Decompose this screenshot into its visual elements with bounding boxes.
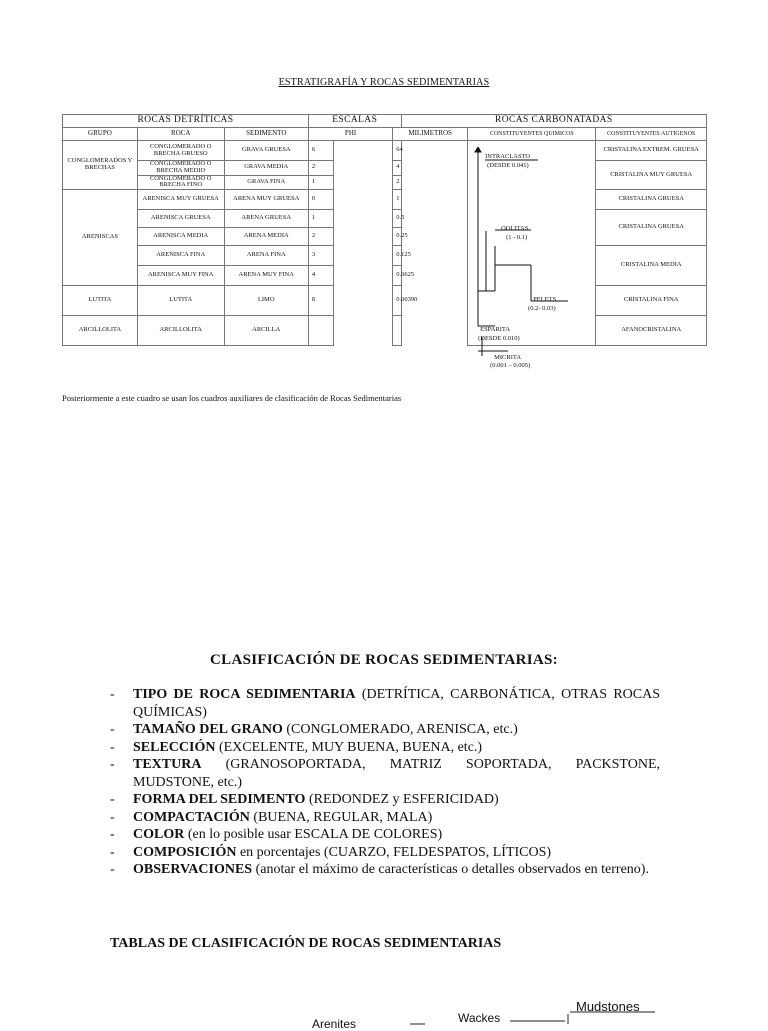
classification-diagram-fragment — [300, 999, 660, 1031]
list-item: - COMPACTACIÓN (BUENA, REGULAR, MALA) — [110, 809, 433, 825]
col-constituyentes-quimicos: CONSTITUYENTES QUIMICOS — [468, 128, 596, 141]
stratigraphy-table — [62, 114, 707, 369]
phi-cell: 2 — [308, 228, 333, 246]
phi-cell: 0 — [308, 190, 333, 210]
mm-cell: 0.00390 — [393, 286, 401, 316]
group-arcillolita: ARCILLOLITA — [63, 316, 138, 346]
list-item: - OBSERVACIONES (anotar el máximo de características o detalles observados en terreno). — [110, 862, 649, 877]
table-note: Posteriormente a este cuadro se usan los cuadros auxiliares de clasificación de Rocas Sedimentarias — [62, 393, 402, 403]
tablas-title: TABLAS DE CLASIFICACIÓN DE ROCAS SEDIMENTARIAS — [110, 936, 502, 951]
autigeno-cell: CRISTALINA EXTREM. GRUESA — [596, 141, 707, 161]
document-title: ESTRATIGRAFÍA Y ROCAS SEDIMENTARIAS — [278, 77, 490, 88]
mm-cell — [393, 316, 401, 346]
roca-cell: CONGLOMERADO O BRECHA FINO — [137, 175, 224, 190]
esparita-label: ESPARITA — [480, 326, 511, 333]
list-item: - SELECCIÓN (EXCELENTE, MUY BUENA, BUENA, etc.) — [110, 739, 483, 755]
micrita-label: MICRITA — [494, 354, 522, 361]
clasificacion-list — [110, 686, 660, 879]
roca-cell: ARENISCA GRUESA — [137, 210, 224, 228]
sedimento-cell: ARENA MUY GRUESA — [224, 190, 308, 210]
mm-cell: 64 — [393, 141, 401, 161]
sedimento-cell: GRAVA GRUESA — [224, 141, 308, 161]
phi-cell: 1 — [308, 175, 333, 190]
oolitas-label: OOLITAS — [501, 225, 529, 232]
pelets-range: (0.2- 0.03) — [528, 305, 556, 312]
sedimento-cell: LIMO — [224, 286, 308, 316]
list-item: - FORMA DEL SEDIMENTO (REDONDEZ y ESFERICIDAD) — [110, 792, 499, 807]
pelets-label: PELETS — [533, 296, 557, 303]
carbonate-bracket-lines — [468, 141, 576, 356]
col-grupo: GRUPO — [63, 128, 138, 141]
group-lutita: LUTITA — [63, 286, 138, 316]
sedimento-cell: GRAVA FINA — [224, 175, 308, 190]
header-escalas: ESCALAS — [308, 115, 401, 128]
phi-cell: 2 — [308, 161, 333, 176]
roca-cell: ARENISCA MEDIA — [137, 228, 224, 246]
autigeno-cell: CRISTALINA MUY GRUESA — [596, 161, 707, 190]
autigeno-cell: CRISTALINA MEDIA — [596, 246, 707, 286]
autigeno-cell: AFANOCRISTALINA — [596, 316, 707, 346]
sedimento-cell: ARENA MEDIA — [224, 228, 308, 246]
col-sedimento: SEDIMENTO — [224, 128, 308, 141]
diagram-label-arenites: Arenites — [312, 1017, 357, 1031]
intraclasto-label: INTRACLASTO — [485, 153, 531, 160]
autigeno-cell: CRISTALINA GRUESA — [596, 190, 707, 210]
oolitas-range: (1 - 0.1) — [506, 234, 528, 241]
roca-cell: ARCILLOLITA — [137, 316, 224, 346]
list-item: - COLOR (en lo posible usar ESCALA DE COLORES) — [110, 827, 443, 842]
col-milimetros: MILIMETROS — [393, 128, 468, 141]
header-rocas-carbonatadas: ROCAS CARBONATADAS — [401, 115, 706, 128]
roca-cell: CONGLOMERADO O BRECHA GRUESO — [137, 141, 224, 161]
mm-cell: 4 — [393, 161, 401, 176]
mm-cell: 1 — [393, 190, 401, 210]
micrita-range: (0.001 – 0.005) — [490, 362, 531, 369]
col-constituyentes-autigenos: CONSTITUYENTES AUTIGENOS — [596, 128, 707, 141]
mm-cell: 0.25 — [393, 228, 401, 246]
phi-cell: 1 — [308, 210, 333, 228]
diagram-label-mudstones: Mudstones — [576, 999, 640, 1014]
list-item: - TEXTURA (GRANOSOPORTADA, MATRIZ SOPORTADA, PACKSTONE, MUDSTONE, etc.) — [110, 757, 660, 790]
roca-cell: LUTITA — [137, 286, 224, 316]
phi-cell: 8 — [308, 286, 333, 316]
header-rocas-detriticas: ROCAS DETRÍTICAS — [63, 115, 309, 128]
group-conglomerados: CONGLOMERADOS Y BRECHAS — [63, 141, 138, 190]
mm-cell: 0.0625 — [393, 266, 401, 286]
autigeno-cell: CRISTALINA FINA — [596, 286, 707, 316]
col-phi: PHI — [308, 128, 392, 141]
roca-cell: ARENISCA FINA — [137, 246, 224, 266]
constituyentes-quimicos-panel — [468, 141, 596, 369]
mm-cell: 0.125 — [393, 246, 401, 266]
roca-cell: ARENISCA MUY FINA — [137, 266, 224, 286]
group-areniscas: ARENISCAS — [63, 190, 138, 286]
sedimento-cell: ARENA GRUESA — [224, 210, 308, 228]
clasificacion-title: CLASIFICACIÓN DE ROCAS SEDIMENTARIAS: — [210, 652, 558, 668]
diagram-label-wackes: Wackes — [458, 1011, 501, 1025]
autigeno-cell: CRISTALINA GRUESA — [596, 210, 707, 246]
sedimento-cell: ARENA FINA — [224, 246, 308, 266]
phi-cell — [308, 316, 333, 346]
mm-cell: 2 — [393, 175, 401, 190]
esparita-range: (DESDE 0.010) — [478, 335, 520, 342]
sedimento-cell: ARENA MUY FINA — [224, 266, 308, 286]
sedimento-cell: ARCILLA — [224, 316, 308, 346]
sedimento-cell: GRAVA MEDIA — [224, 161, 308, 176]
phi-cell: 6 — [308, 141, 333, 161]
list-item: - COMPOSICIÓN en porcentajes (CUARZO, FELDESPATOS, LÍTICOS) — [110, 844, 552, 860]
phi-cell: 4 — [308, 266, 333, 286]
phi-cell: 3 — [308, 246, 333, 266]
intraclasto-range: (DESDE 0.041) — [487, 162, 529, 169]
list-item: - TAMAÑO DEL GRANO (CONGLOMERADO, ARENISCA, etc.) — [110, 722, 518, 737]
roca-cell: CONGLOMERADO O BRECHA MEDIO — [137, 161, 224, 176]
mm-cell: 0.5 — [393, 210, 401, 228]
list-item: - TIPO DE ROCA SEDIMENTARIA (DETRÍTICA, CARBONÁTICA, OTRAS ROCAS QUÍMICAS) — [110, 687, 661, 720]
roca-cell: ARENISCA MUY GRUESA — [137, 190, 224, 210]
col-roca: ROCA — [137, 128, 224, 141]
